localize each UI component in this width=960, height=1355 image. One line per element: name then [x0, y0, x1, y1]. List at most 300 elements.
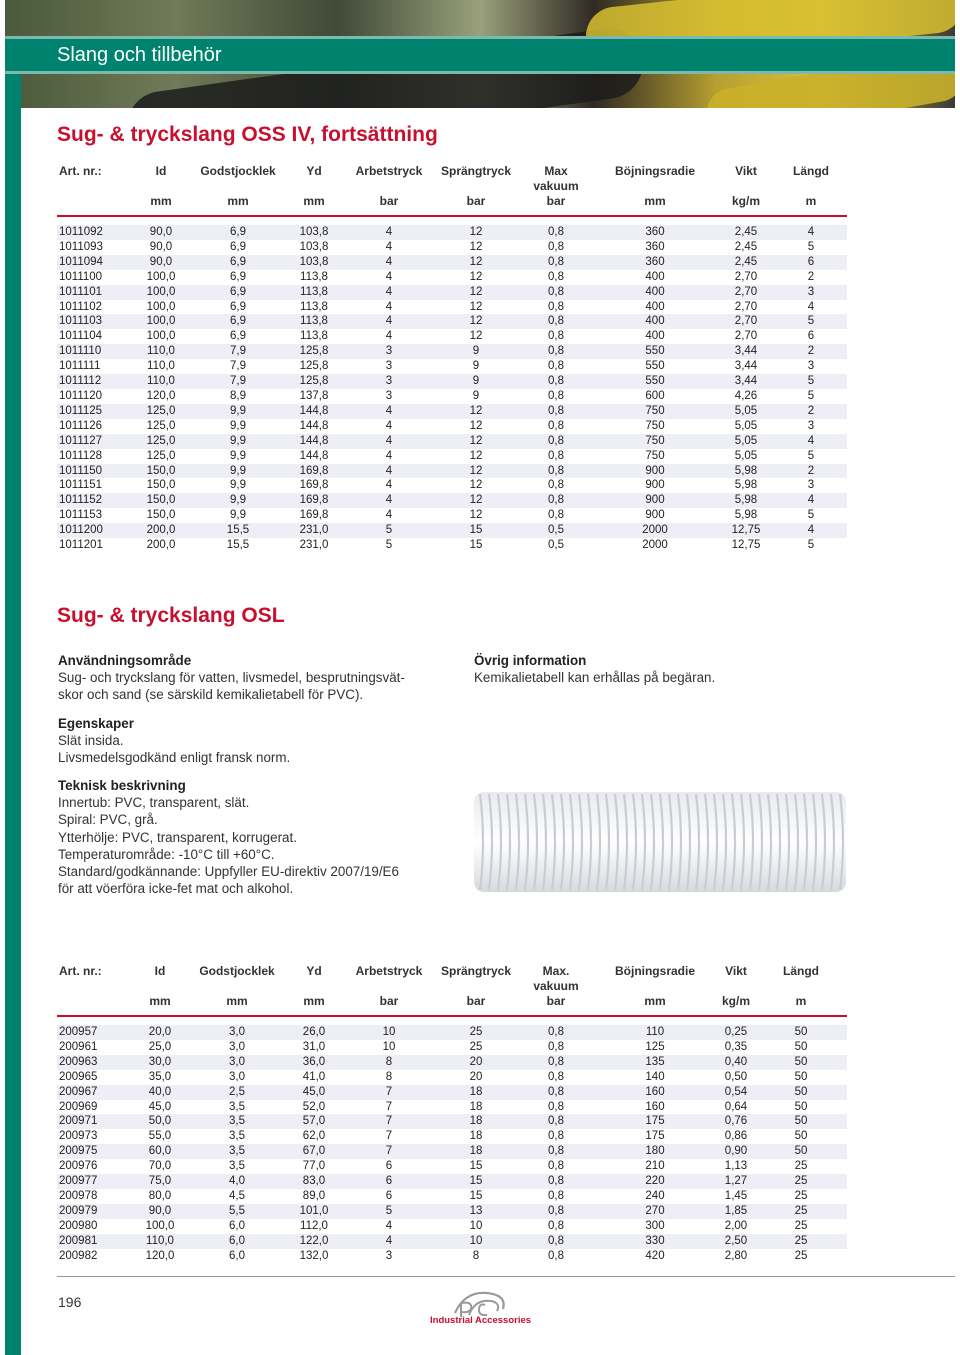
- table-cell: 5,98: [717, 464, 775, 479]
- table-cell: 0,54: [717, 1085, 755, 1100]
- table-cell: 0,8: [519, 1204, 593, 1219]
- table-cell: 169,8: [299, 479, 329, 492]
- table-cell: 1,13: [724, 1160, 748, 1173]
- table-cell: 140: [645, 1070, 665, 1083]
- table-cell: 4: [345, 1234, 433, 1249]
- table-cell: 4: [345, 434, 433, 449]
- table-cell: 5: [807, 449, 815, 462]
- table-cell: 100,0: [129, 314, 193, 329]
- table-cell: 0,8: [548, 1040, 564, 1053]
- table-cell: 169,8: [283, 464, 345, 479]
- table-cell: 270: [593, 1204, 717, 1219]
- hose-product-image: [474, 788, 846, 896]
- table-cell: 2: [775, 464, 847, 479]
- table-cell: 300: [645, 1219, 665, 1232]
- table-cell: 1011120: [59, 389, 103, 402]
- table-cell: 122,0: [283, 1234, 345, 1249]
- column-header: Arbetstryck: [355, 164, 423, 178]
- table-cell: 125,8: [299, 360, 329, 373]
- table-cell: 1011110: [57, 344, 129, 359]
- table-row: [57, 314, 847, 329]
- table-cell: 12: [469, 300, 483, 313]
- table-cell: 9: [433, 374, 519, 389]
- table-cell: 200973: [59, 1130, 98, 1143]
- table-cell: 6,9: [193, 314, 283, 329]
- column-unit: mm: [644, 994, 666, 1008]
- table-cell: 6,0: [229, 1219, 245, 1232]
- table-cell: 35,0: [148, 1070, 172, 1083]
- table-cell: 12: [469, 330, 483, 343]
- table-cell: 50: [755, 1055, 847, 1070]
- table-cell: 9: [472, 389, 480, 402]
- table-cell: 0,8: [519, 255, 593, 270]
- table-cell: 132,0: [299, 1249, 329, 1262]
- table-cell: 12: [433, 434, 519, 449]
- table-cell: 9,9: [193, 493, 283, 508]
- table-cell: 1,27: [717, 1174, 755, 1189]
- table-cell: 12: [469, 449, 483, 462]
- table-cell: 0,35: [724, 1040, 748, 1053]
- table-cell: 15: [469, 1160, 483, 1173]
- table-cell: 400: [645, 330, 665, 343]
- table-cell: 0,8: [548, 300, 564, 313]
- table-cell: 12: [433, 493, 519, 508]
- table-cell: 360: [593, 225, 717, 240]
- table-cell: 2: [807, 270, 815, 283]
- table-cell: 3: [345, 374, 433, 389]
- table-cell: 750: [645, 419, 665, 432]
- table-cell: 0,8: [519, 225, 593, 240]
- table-cell: 2,70: [734, 300, 758, 313]
- table-cell: 5: [775, 314, 847, 329]
- table-cell: 4: [775, 493, 847, 508]
- table-cell: 0,8: [548, 270, 564, 283]
- column-unit: mm: [226, 994, 248, 1008]
- column-unit: bar: [379, 194, 399, 208]
- table-cell: 90,0: [149, 240, 173, 253]
- table-cell: 4,5: [229, 1189, 245, 1202]
- table-cell: 0,8: [519, 464, 593, 479]
- table-cell: 75,0: [129, 1174, 191, 1189]
- table-cell: 7: [345, 1144, 433, 1159]
- table-cell: 25: [794, 1189, 808, 1202]
- table-cell: 50: [794, 1130, 808, 1143]
- table-cell: 900: [645, 509, 665, 522]
- table-cell: 113,8: [300, 300, 328, 313]
- technical-block: [58, 777, 468, 897]
- properties-heading: Egenskaper: [58, 716, 134, 731]
- column-unit: bar: [466, 994, 486, 1008]
- table-cell: 125,0: [146, 419, 176, 432]
- table-cell: 10: [345, 1025, 433, 1040]
- table-cell: 2,45: [734, 240, 758, 253]
- table-cell: 25: [755, 1204, 847, 1219]
- table-cell: 3,5: [191, 1144, 283, 1159]
- table-row: [57, 1219, 847, 1234]
- table-cell: 5,98: [734, 509, 758, 522]
- other-info-block: [474, 652, 854, 686]
- table-cell: 0,8: [519, 314, 593, 329]
- table-cell: 4,0: [191, 1174, 283, 1189]
- table-row: [57, 1234, 847, 1249]
- table-cell: 4: [345, 404, 433, 419]
- table-cell: 50: [755, 1025, 847, 1040]
- table-cell: 0,5: [519, 523, 593, 538]
- table-cell: 80,0: [148, 1189, 172, 1202]
- table-row: [57, 225, 847, 240]
- properties-block: [58, 715, 458, 767]
- table-cell: 1011201: [59, 539, 103, 552]
- table-cell: 7: [345, 1114, 433, 1129]
- table-cell: 12: [433, 285, 519, 300]
- table-cell: 135: [593, 1055, 717, 1070]
- table-cell: 900: [593, 493, 717, 508]
- table-cell: 100,0: [129, 285, 193, 300]
- other-info-heading: Övrig information: [474, 653, 587, 668]
- table-cell: 12: [469, 419, 483, 432]
- table-cell: 110,0: [129, 1234, 191, 1249]
- table-cell: 3: [385, 360, 393, 373]
- table-row: [57, 1144, 847, 1159]
- table-cell: 200979: [57, 1204, 129, 1219]
- table-cell: 6: [807, 330, 815, 343]
- table-cell: 0,8: [519, 1234, 593, 1249]
- column-unit: m: [805, 194, 817, 208]
- table-cell: 50: [755, 1085, 847, 1100]
- table-cell: 200982: [59, 1249, 98, 1262]
- table-cell: 13: [433, 1204, 519, 1219]
- table-cell: 2,45: [717, 255, 775, 270]
- table-cell: 5,98: [717, 493, 775, 508]
- table-cell: 150,0: [146, 479, 176, 492]
- table-cell: 200957: [57, 1025, 129, 1040]
- table-cell: 400: [645, 300, 665, 313]
- table-cell: 6,9: [193, 225, 283, 240]
- table-cell: 112,0: [300, 1219, 328, 1232]
- table-cell: 0,8: [548, 509, 564, 522]
- table-cell: 231,0: [299, 539, 329, 552]
- table-cell: 550: [645, 360, 665, 373]
- table-cell: 0,8: [519, 344, 593, 359]
- table-cell: 0,8: [519, 1144, 593, 1159]
- table-cell: 125,0: [129, 434, 193, 449]
- table-cell: 169,8: [283, 493, 345, 508]
- column-unit: mm: [150, 194, 172, 208]
- table-cell: 0,64: [724, 1100, 748, 1113]
- table-cell: 1011151: [59, 479, 103, 492]
- table-cell: 200,0: [146, 539, 176, 552]
- table-cell: 200980: [59, 1219, 98, 1232]
- table-cell: 40,0: [129, 1085, 191, 1100]
- table-cell: 103,8: [299, 240, 329, 253]
- table-cell: 1011094: [57, 255, 129, 270]
- table-cell: 120,0: [146, 389, 176, 402]
- table-cell: 0,50: [724, 1070, 748, 1083]
- table-row: [57, 1085, 847, 1100]
- table-cell: 8,9: [230, 389, 246, 402]
- column-unit: mm: [227, 194, 249, 208]
- table-cell: 6,9: [230, 300, 246, 313]
- table-cell: 4: [385, 419, 393, 432]
- table-cell: 4: [775, 523, 847, 538]
- table-cell: 200,0: [129, 523, 193, 538]
- table-cell: 0,8: [519, 285, 593, 300]
- table-row: [57, 255, 847, 270]
- table-cell: 4: [345, 225, 433, 240]
- table-cell: 12: [469, 240, 483, 253]
- table-cell: 0,25: [717, 1025, 755, 1040]
- table-cell: 3: [345, 344, 433, 359]
- table-cell: 1011153: [59, 509, 103, 522]
- table-row: [57, 449, 847, 464]
- table-cell: 2000: [593, 523, 717, 538]
- table-cell: 6,9: [193, 285, 283, 300]
- table-cell: 200969: [59, 1100, 98, 1113]
- table-cell: 7,9: [230, 360, 246, 373]
- table-cell: 125: [645, 1040, 665, 1053]
- logo-text: Industrial Accessories: [430, 1315, 532, 1326]
- table-cell: 15,5: [193, 523, 283, 538]
- column-header: Vikt: [735, 164, 757, 178]
- table-cell: 1011093: [59, 240, 103, 253]
- technical-heading: Teknisk beskrivning: [58, 778, 186, 793]
- table-cell: 750: [593, 434, 717, 449]
- table-row: [57, 1174, 847, 1189]
- table-cell: 90,0: [129, 1204, 191, 1219]
- table-cell: 113,8: [300, 330, 328, 343]
- table-cell: 5: [807, 389, 815, 402]
- table-cell: 4: [807, 300, 815, 313]
- technical-line: Innertub: PVC, transparent, slät.: [58, 795, 250, 811]
- table-cell: 4: [385, 479, 393, 492]
- table-cell: 120,0: [145, 1249, 175, 1262]
- table-cell: 15: [469, 539, 483, 552]
- table-row: [57, 1159, 847, 1174]
- table-cell: 4: [345, 314, 433, 329]
- table-cell: 0,8: [519, 1114, 593, 1129]
- table-cell: 6,9: [230, 330, 246, 343]
- table-cell: 550: [593, 344, 717, 359]
- table-cell: 4: [385, 509, 393, 522]
- table-row: [57, 1249, 847, 1264]
- table-cell: 0,8: [519, 1055, 593, 1070]
- table-cell: 5: [345, 1204, 433, 1219]
- table-cell: 50: [794, 1070, 808, 1083]
- table-cell: 110,0: [147, 360, 175, 373]
- table-cell: 0,8: [548, 1100, 564, 1113]
- table-cell: 103,8: [283, 255, 345, 270]
- table-cell: 5,5: [191, 1204, 283, 1219]
- table-cell: 750: [593, 404, 717, 419]
- table-cell: 41,0: [302, 1070, 326, 1083]
- table-cell: 3,0: [229, 1070, 245, 1083]
- table-cell: 62,0: [302, 1130, 326, 1143]
- table-cell: 100,0: [146, 330, 176, 343]
- table-cell: 2,70: [734, 270, 758, 283]
- table-cell: 45,0: [148, 1100, 172, 1113]
- table-cell: 0,8: [548, 1219, 564, 1232]
- table-cell: 175: [645, 1130, 665, 1143]
- table-cell: 2: [775, 404, 847, 419]
- table-cell: 0,8: [548, 1249, 564, 1262]
- table-cell: 420: [645, 1249, 665, 1262]
- table-row: [57, 1055, 847, 1070]
- column-header: Vikt: [725, 964, 747, 978]
- table-row: [57, 493, 847, 508]
- table-cell: 5,98: [734, 479, 758, 492]
- table-cell: 25: [755, 1234, 847, 1249]
- table-cell: 3,44: [734, 360, 758, 373]
- table-cell: 26,0: [283, 1025, 345, 1040]
- table-cell: 4: [385, 330, 393, 343]
- table-cell: 210: [645, 1160, 665, 1173]
- table-cell: 31,0: [302, 1040, 326, 1053]
- table-cell: 9,9: [193, 404, 283, 419]
- table-cell: 0,8: [548, 240, 564, 253]
- table-cell: 169,8: [299, 509, 329, 522]
- table-cell: 52,0: [302, 1100, 326, 1113]
- table-cell: 50: [794, 1100, 808, 1113]
- table-cell: 1011150: [57, 464, 129, 479]
- table-cell: 8: [385, 1070, 393, 1083]
- table-cell: 0,40: [717, 1055, 755, 1070]
- table-row: [57, 508, 847, 523]
- table-cell: 12: [433, 255, 519, 270]
- table-cell: 113,8: [283, 285, 345, 300]
- table-cell: 1011125: [57, 404, 129, 419]
- column-unit: mm: [644, 194, 666, 208]
- table-cell: 8: [472, 1249, 480, 1262]
- table-cell: 0,8: [519, 1174, 593, 1189]
- table-cell: 25: [433, 1025, 519, 1040]
- table-cell: 113,8: [283, 314, 345, 329]
- table-cell: 113,8: [300, 270, 328, 283]
- table-row: [57, 464, 847, 479]
- table-cell: 0,8: [548, 1130, 564, 1143]
- table-cell: 200981: [57, 1234, 129, 1249]
- table-cell: 9,9: [230, 479, 246, 492]
- table-cell: 6: [345, 1174, 433, 1189]
- table-row: [57, 1204, 847, 1219]
- table-cell: 12: [433, 464, 519, 479]
- table-cell: 110,0: [129, 374, 193, 389]
- table-cell: 6,9: [193, 255, 283, 270]
- table-cell: 160: [645, 1100, 665, 1113]
- table-row: [57, 478, 847, 493]
- column-unit: kg/m: [721, 994, 750, 1008]
- table-cell: 5,05: [717, 404, 775, 419]
- table-row: [57, 1070, 847, 1085]
- table-cell: 9,9: [193, 434, 283, 449]
- column-header: Arbetstryck: [355, 964, 423, 978]
- table-cell: 3,44: [717, 374, 775, 389]
- table-cell: 2,70: [734, 330, 758, 343]
- table-cell: 103,8: [283, 225, 345, 240]
- table-cell: 15: [433, 1174, 519, 1189]
- table2-title: Sug- & tryckslang OSL: [57, 604, 285, 627]
- column-header: Art. nr.:: [59, 964, 102, 978]
- table-cell: 4: [385, 1219, 393, 1232]
- table-cell: 100,0: [145, 1219, 175, 1232]
- table-cell: 200976: [59, 1160, 98, 1173]
- table-cell: 5: [807, 509, 815, 522]
- table-cell: 0,8: [548, 479, 564, 492]
- table-cell: 4: [775, 225, 847, 240]
- section-title-bar: [5, 36, 955, 74]
- table-cell: 1,85: [717, 1204, 755, 1219]
- table-cell: 57,0: [283, 1114, 345, 1129]
- table-cell: 200978: [59, 1189, 98, 1202]
- table-cell: 150,0: [146, 509, 176, 522]
- table-row: [57, 285, 847, 300]
- table-cell: 0,8: [519, 1025, 593, 1040]
- table-cell: 1011200: [57, 523, 129, 538]
- column-unit: m: [795, 994, 807, 1008]
- table-cell: 200963: [57, 1055, 129, 1070]
- table-cell: 20: [469, 1070, 483, 1083]
- table-row: [57, 523, 847, 538]
- table-cell: 7,9: [193, 344, 283, 359]
- table-cell: 2,45: [717, 225, 775, 240]
- table-cell: 7,9: [193, 374, 283, 389]
- column-header: Längd: [793, 164, 829, 178]
- table-cell: 1011128: [59, 449, 103, 462]
- table-cell: 360: [645, 240, 665, 253]
- table-cell: 20,0: [129, 1025, 191, 1040]
- table-cell: 0,8: [548, 1160, 564, 1173]
- table-cell: 6: [775, 255, 847, 270]
- table-row: [57, 1114, 847, 1129]
- table-cell: 330: [593, 1234, 717, 1249]
- table-cell: 900: [645, 479, 665, 492]
- table-cell: 10: [469, 1219, 483, 1232]
- table-cell: 60,0: [129, 1144, 191, 1159]
- table-row: [57, 270, 847, 285]
- table-cell: 4: [385, 270, 393, 283]
- table-cell: 3,5: [229, 1160, 245, 1173]
- table-cell: 200971: [57, 1114, 129, 1129]
- table-cell: 3,5: [229, 1100, 245, 1113]
- table-cell: 110,0: [129, 344, 193, 359]
- table-cell: 0,8: [548, 330, 564, 343]
- table-cell: 50,0: [129, 1114, 191, 1129]
- table-cell: 15,5: [226, 539, 250, 552]
- table-cell: 144,8: [283, 434, 345, 449]
- table-row: [57, 404, 847, 419]
- technical-line: Spiral: PVC, grå.: [58, 812, 158, 828]
- column-unit: bar: [546, 194, 566, 208]
- table-cell: 77,0: [302, 1160, 326, 1173]
- table-cell: 144,8: [283, 404, 345, 419]
- table-cell: 3,5: [191, 1114, 283, 1129]
- table-row: [57, 1100, 847, 1115]
- table-cell: 50: [794, 1040, 808, 1053]
- table-cell: 4: [345, 464, 433, 479]
- table-cell: 83,0: [283, 1174, 345, 1189]
- table-row: [57, 240, 847, 255]
- table-cell: 1,45: [724, 1189, 748, 1202]
- table-cell: 180: [593, 1144, 717, 1159]
- column-unit: bar: [466, 194, 486, 208]
- technical-line: Temperaturområde: -10°C till +60°C.: [58, 846, 275, 862]
- column-unit: bar: [379, 994, 399, 1008]
- table-cell: 1011092: [57, 225, 129, 240]
- table-cell: 67,0: [283, 1144, 345, 1159]
- table-cell: 200967: [57, 1085, 129, 1100]
- table-cell: 137,8: [299, 389, 329, 402]
- table-cell: 101,0: [283, 1204, 345, 1219]
- column-unit: mm: [303, 194, 325, 208]
